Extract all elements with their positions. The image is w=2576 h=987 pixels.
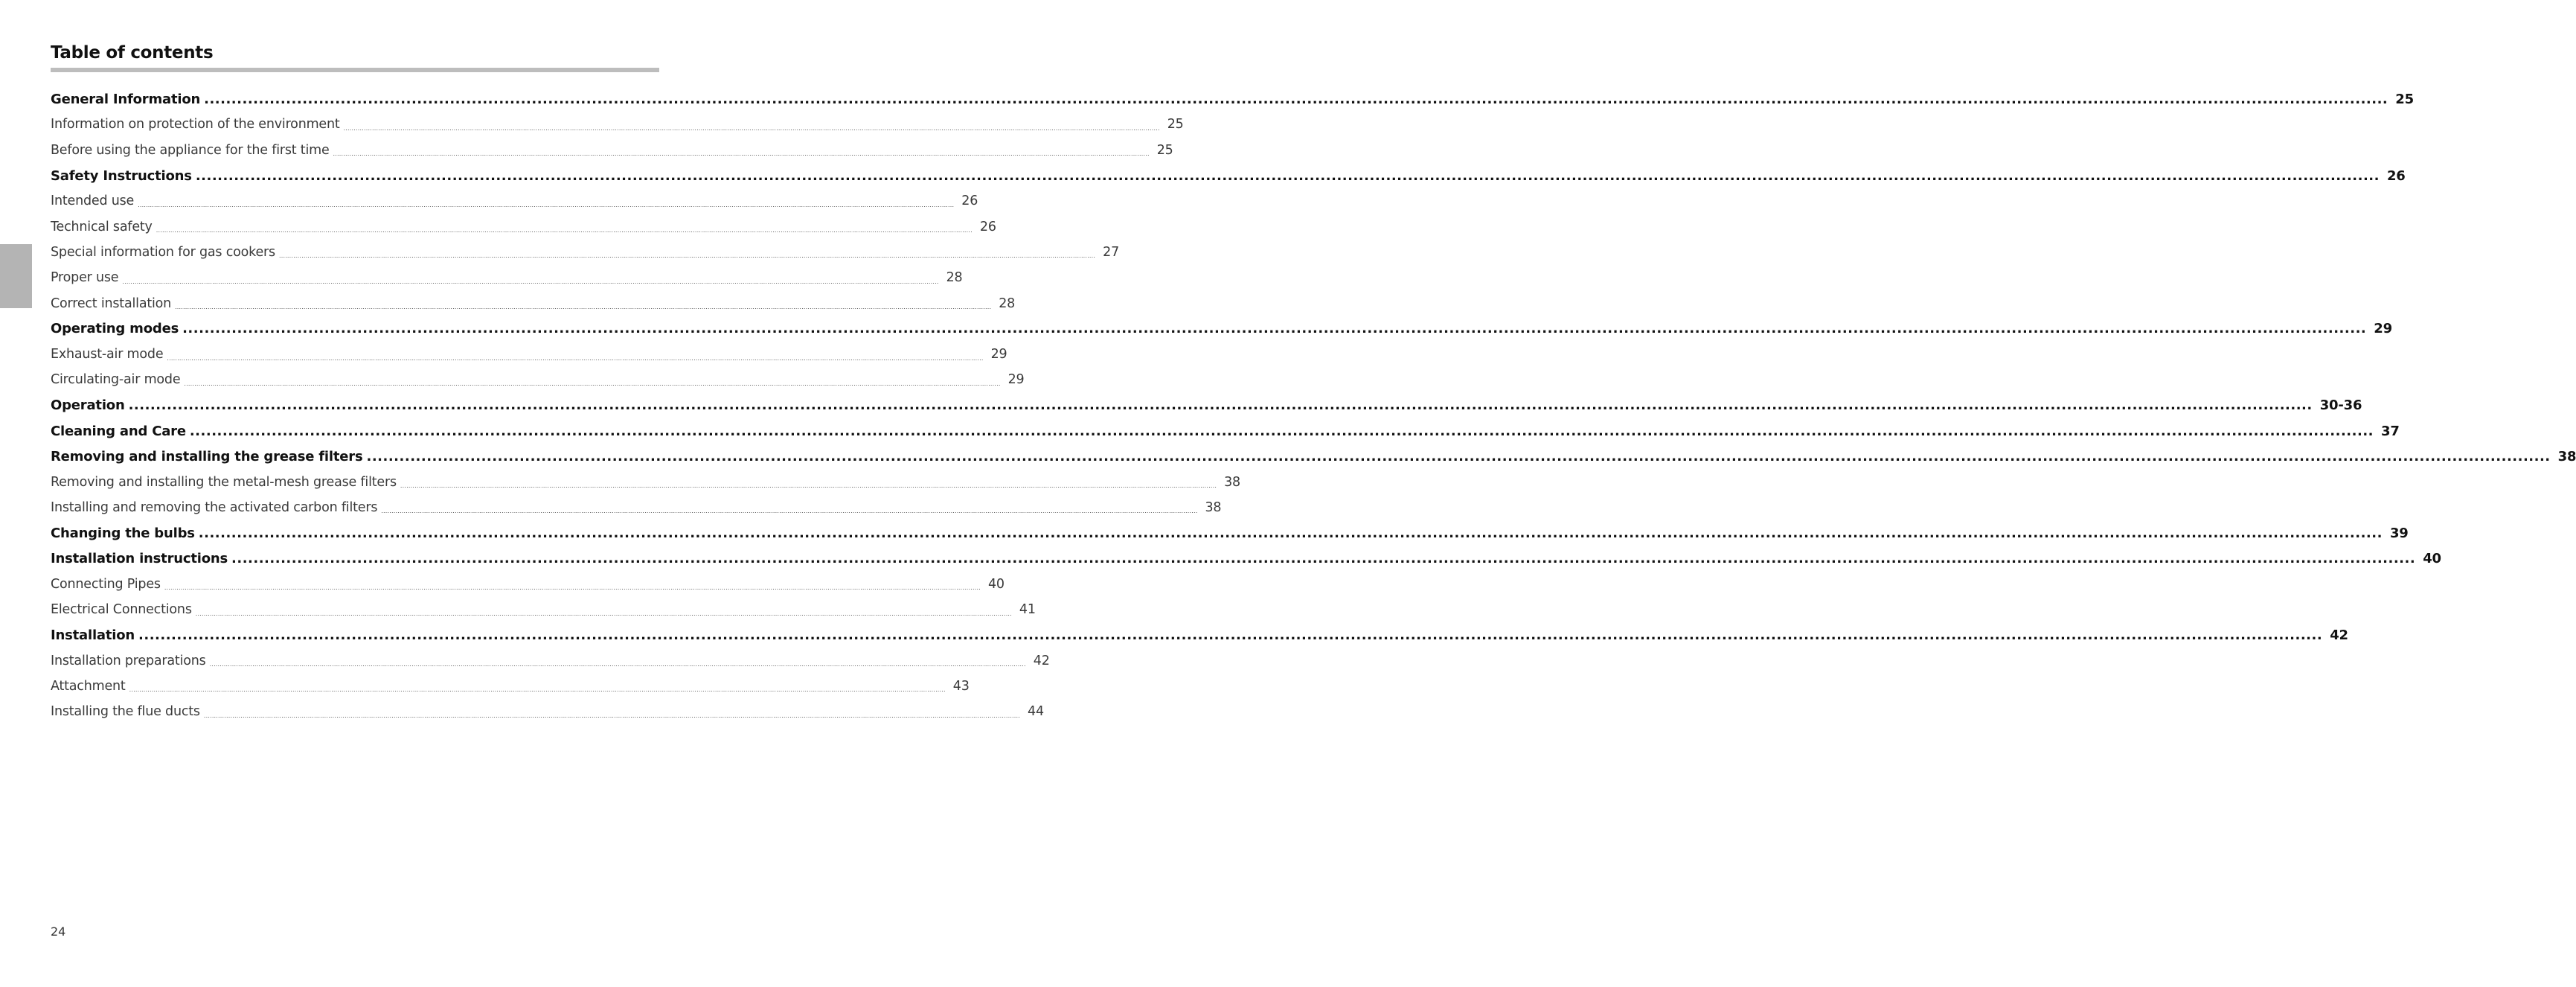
toc-entry-page: 40 bbox=[988, 576, 1005, 592]
dot-leader: ................................................................................................................................................................................................................................................................................................................................................................................................................ bbox=[195, 167, 2380, 184]
dot-leader: ................................................................................................................................................................................................................................................................................................................................................................................................................ bbox=[333, 150, 1150, 158]
toc-entry[interactable] bbox=[51, 290, 1016, 316]
toc-entry-title: Removing and installing the metal-mesh grease filters bbox=[51, 474, 397, 490]
toc-entry-page: 39 bbox=[2389, 525, 2409, 541]
toc-entry-title: Operation bbox=[51, 397, 125, 414]
toc-entry[interactable] bbox=[51, 699, 1044, 724]
toc-entry-title: Installing and removing the activated carbon filters bbox=[51, 499, 378, 515]
table-of-contents bbox=[51, 86, 2576, 724]
toc-entry-title: Technical safety bbox=[51, 219, 153, 234]
toc-entry[interactable] bbox=[51, 138, 1173, 163]
toc-entry-page: 40 bbox=[2423, 550, 2441, 566]
toc-entry[interactable] bbox=[51, 597, 1036, 622]
toc-entry-page: 41 bbox=[1019, 602, 1036, 618]
title-rule bbox=[51, 68, 659, 72]
toc-entry-page: 27 bbox=[1103, 244, 1120, 260]
toc-entry-page: 38 bbox=[2557, 448, 2576, 464]
toc-entry[interactable] bbox=[51, 495, 1222, 520]
toc-entry-page: 26 bbox=[979, 219, 996, 234]
toc-entry[interactable] bbox=[51, 265, 963, 290]
toc-entry[interactable] bbox=[51, 367, 1025, 392]
toc-entry[interactable] bbox=[51, 342, 1007, 367]
toc-entry-page: 28 bbox=[946, 270, 963, 286]
toc-entry-title: Exhaust-air mode bbox=[51, 347, 164, 362]
toc-entry-title: Special information for gas cookers bbox=[51, 244, 275, 260]
toc-entry[interactable] bbox=[51, 469, 1240, 494]
toc-entry-title: Installing the flue ducts bbox=[51, 704, 200, 720]
toc-entry[interactable] bbox=[51, 240, 1120, 265]
toc-entry-page: 29 bbox=[990, 347, 1007, 362]
dot-leader: ................................................................................................................................................................................................................................................................................................................................................................................................................ bbox=[138, 201, 955, 208]
toc-entry-title: Safety Instructions bbox=[51, 167, 192, 184]
toc-entry-title: Installation instructions bbox=[51, 550, 228, 566]
toc-entry[interactable] bbox=[51, 418, 2400, 444]
dot-leader: ................................................................................................................................................................................................................................................................................................................................................................................................................ bbox=[138, 627, 2323, 643]
toc-entry-title: Changing the bulbs bbox=[51, 525, 195, 541]
dot-leader: ................................................................................................................................................................................................................................................................................................................................................................................................................ bbox=[189, 423, 2374, 439]
dot-leader: ................................................................................................................................................................................................................................................................................................................................................................................................................ bbox=[182, 321, 2367, 337]
toc-entry-title: Installation preparations bbox=[51, 653, 206, 668]
side-tab-marker bbox=[0, 244, 32, 308]
toc-entry[interactable] bbox=[51, 674, 970, 699]
dot-leader: ................................................................................................................................................................................................................................................................................................................................................................................................................ bbox=[381, 508, 1198, 515]
dot-leader: ................................................................................................................................................................................................................................................................................................................................................................................................................ bbox=[195, 610, 1012, 617]
toc-entry-page: 26 bbox=[961, 194, 978, 209]
toc-entry-page: 26 bbox=[2386, 167, 2406, 184]
dot-leader: ................................................................................................................................................................................................................................................................................................................................................................................................................ bbox=[231, 550, 2416, 566]
toc-entry-page: 25 bbox=[1167, 117, 1184, 132]
dot-leader: ................................................................................................................................................................................................................................................................................................................................................................................................................ bbox=[129, 686, 946, 694]
toc-entry-page: 29 bbox=[2374, 321, 2392, 337]
toc-entry-page: 30-36 bbox=[2319, 397, 2362, 414]
dot-leader: ................................................................................................................................................................................................................................................................................................................................................................................................................ bbox=[204, 91, 2388, 107]
dot-leader: ................................................................................................................................................................................................................................................................................................................................................................................................................ bbox=[167, 354, 984, 362]
dot-leader: ................................................................................................................................................................................................................................................................................................................................................................................................................ bbox=[209, 661, 1026, 668]
toc-entry-page: 44 bbox=[1028, 704, 1044, 720]
toc-entry[interactable] bbox=[51, 444, 2576, 469]
dot-leader: ................................................................................................................................................................................................................................................................................................................................................................................................................ bbox=[366, 448, 2551, 464]
toc-entry[interactable] bbox=[51, 112, 1184, 137]
toc-entry-page: 29 bbox=[1007, 372, 1025, 388]
page-number: 24 bbox=[51, 924, 66, 939]
toc-entry[interactable] bbox=[51, 648, 1050, 674]
toc-entry-title: Intended use bbox=[51, 194, 135, 209]
toc-entry-page: 42 bbox=[2330, 627, 2348, 643]
toc-entry-page: 28 bbox=[999, 296, 1016, 311]
toc-entry-title: Information on protection of the environment bbox=[51, 117, 340, 132]
dot-leader: ................................................................................................................................................................................................................................................................................................................................................................................................................ bbox=[156, 227, 973, 234]
toc-entry-title: Operating modes bbox=[51, 321, 179, 337]
toc-entry-page: 25 bbox=[1156, 142, 1173, 158]
toc-entry-page: 42 bbox=[1033, 653, 1050, 668]
toc-entry-page: 25 bbox=[2395, 91, 2414, 107]
dot-leader: ................................................................................................................................................................................................................................................................................................................................................................................................................ bbox=[343, 124, 1160, 132]
toc-entry[interactable] bbox=[51, 316, 2392, 342]
dot-leader: ................................................................................................................................................................................................................................................................................................................................................................................................................ bbox=[400, 482, 1217, 490]
toc-entry[interactable] bbox=[51, 520, 2409, 546]
dot-leader: ................................................................................................................................................................................................................................................................................................................................................................................................................ bbox=[164, 584, 981, 592]
toc-entry-page: 37 bbox=[2381, 423, 2400, 439]
dot-leader: ................................................................................................................................................................................................................................................................................................................................................................................................................ bbox=[198, 525, 2383, 541]
dot-leader: ................................................................................................................................................................................................................................................................................................................................................................................................................ bbox=[184, 380, 1001, 387]
toc-entry[interactable] bbox=[51, 86, 2414, 112]
toc-entry-title: Circulating-air mode bbox=[51, 372, 181, 388]
toc-entry-page: 38 bbox=[1224, 474, 1240, 490]
dot-leader: ................................................................................................................................................................................................................................................................................................................................................................................................................ bbox=[203, 712, 1021, 719]
toc-entry-title: Before using the appliance for the first time bbox=[51, 142, 330, 158]
dot-leader: ................................................................................................................................................................................................................................................................................................................................................................................................................ bbox=[122, 278, 939, 285]
toc-entry[interactable] bbox=[51, 622, 2348, 648]
toc-entry[interactable] bbox=[51, 214, 996, 239]
toc-entry-title: Proper use bbox=[51, 270, 119, 286]
toc-entry-page: 38 bbox=[1205, 499, 1222, 515]
toc-entry-title: Attachment bbox=[51, 678, 126, 694]
dot-leader: ................................................................................................................................................................................................................................................................................................................................................................................................................ bbox=[175, 304, 992, 311]
toc-entry-title: Correct installation bbox=[51, 296, 172, 311]
toc-entry[interactable] bbox=[51, 572, 1005, 597]
toc-entry-title: Connecting Pipes bbox=[51, 576, 161, 592]
toc-entry[interactable] bbox=[51, 393, 2362, 418]
toc-entry[interactable] bbox=[51, 546, 2441, 571]
toc-entry[interactable] bbox=[51, 163, 2406, 188]
toc-entry-title: Removing and installing the grease filters bbox=[51, 448, 363, 464]
toc-entry-page: 43 bbox=[952, 678, 970, 694]
toc-entry-title: Cleaning and Care bbox=[51, 423, 186, 439]
toc-entry[interactable] bbox=[51, 188, 978, 214]
toc-entry-title: Installation bbox=[51, 627, 135, 643]
page-title: Table of contents bbox=[51, 43, 214, 63]
dot-leader: ................................................................................................................................................................................................................................................................................................................................................................................................................ bbox=[278, 252, 1096, 260]
dot-leader: ................................................................................................................................................................................................................................................................................................................................................................................................................ bbox=[128, 397, 2313, 414]
toc-entry-title: General Information bbox=[51, 91, 201, 107]
toc-entry-title: Electrical Connections bbox=[51, 602, 192, 618]
